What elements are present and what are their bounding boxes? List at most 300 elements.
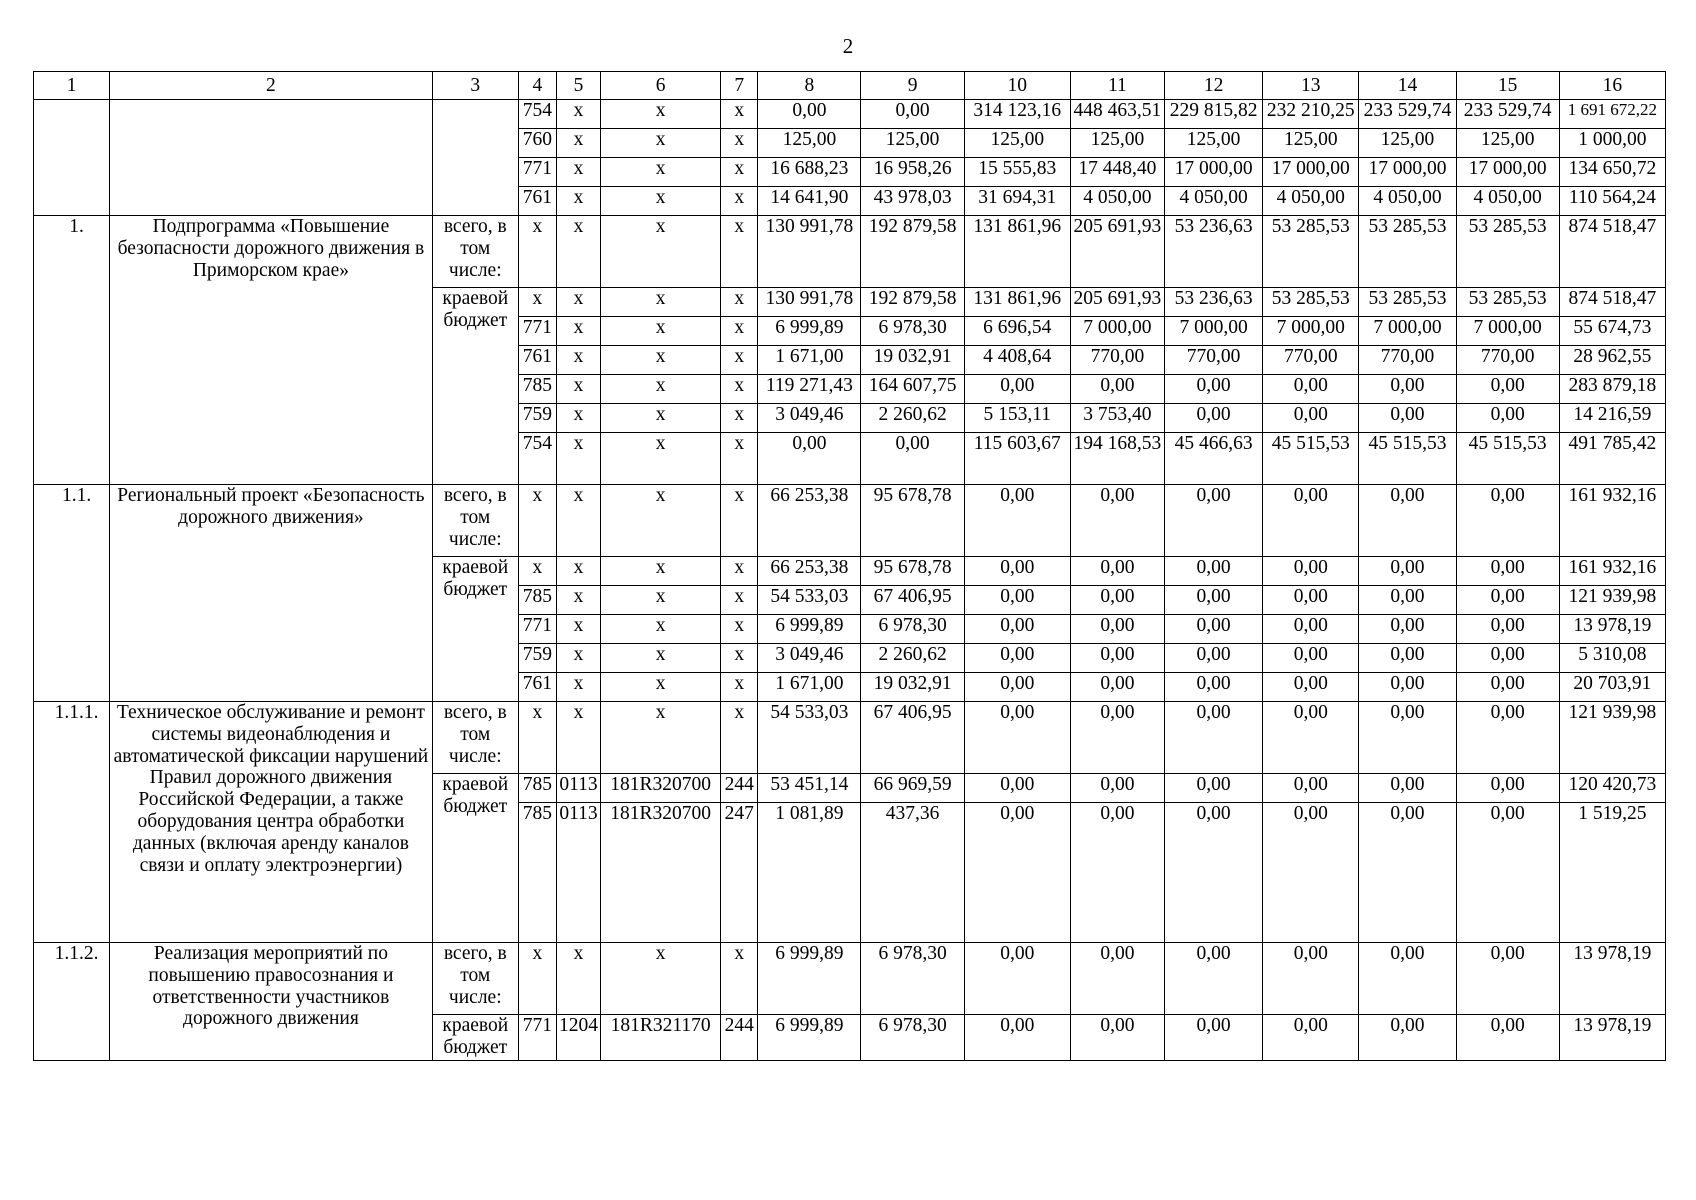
cell-admin-code: 760 [518, 129, 556, 158]
cell-value-col-10: 0,00 [964, 557, 1070, 586]
row-code [34, 100, 110, 216]
cell-value-col-15: 233 529,74 [1456, 100, 1559, 129]
cell-expense-type: x [721, 673, 758, 702]
cell-section-code: x [556, 288, 600, 317]
cell-admin-code: 785 [518, 803, 556, 943]
cell-value-col-8: 1 081,89 [758, 803, 861, 943]
cell-admin-code: 754 [518, 100, 556, 129]
cell-value-col-10: 0,00 [964, 702, 1070, 774]
cell-section-code: x [556, 404, 600, 433]
cell-target-article: x [601, 158, 721, 187]
cell-target-article: x [601, 317, 721, 346]
cell-value-col-13: 4 050,00 [1263, 187, 1359, 216]
total-label: всего, в том числе: [432, 943, 518, 1015]
cell-value-col-15: 0,00 [1456, 375, 1559, 404]
cell-admin-code: 761 [518, 187, 556, 216]
column-header-9: 9 [861, 72, 964, 100]
cell-value-col-11: 17 448,40 [1070, 158, 1164, 187]
cell-value-col-13: 125,00 [1263, 129, 1359, 158]
cell-value-col-8: 0,00 [758, 433, 861, 485]
cell-value-col-9: 6 978,30 [861, 1015, 964, 1061]
cell-section-code: 0113 [556, 774, 600, 803]
cell-value-col-12: 0,00 [1165, 485, 1263, 557]
cell-target-article: x [601, 216, 721, 288]
cell-admin-code: 785 [518, 774, 556, 803]
cell-value-col-14: 17 000,00 [1359, 158, 1456, 187]
row-code: 1.1.2. [34, 943, 110, 1061]
cell-section-code: x [556, 673, 600, 702]
table-header [34, 72, 1666, 100]
cell-value-col-11: 3 753,40 [1070, 404, 1164, 433]
cell-value-col-10: 0,00 [964, 375, 1070, 404]
cell-value-col-12: 17 000,00 [1165, 158, 1263, 187]
cell-value-col-14: 125,00 [1359, 129, 1456, 158]
column-header-7: 7 [721, 72, 758, 100]
cell-value-col-8: 6 999,89 [758, 615, 861, 644]
cell-section-code: 1204 [556, 1015, 600, 1061]
table-row [34, 100, 1666, 129]
cell-value-col-16: 14 216,59 [1559, 404, 1665, 433]
cell-value-col-8: 6 999,89 [758, 317, 861, 346]
cell-value-col-8: 53 451,14 [758, 774, 861, 803]
cell-value-col-15: 0,00 [1456, 557, 1559, 586]
cell-value-col-16: 121 939,98 [1559, 702, 1665, 774]
column-header-8: 8 [758, 72, 861, 100]
cell-value-col-13: 0,00 [1263, 774, 1359, 803]
cell-value-col-15: 0,00 [1456, 615, 1559, 644]
cell-value-col-12: 0,00 [1165, 673, 1263, 702]
cell-value-col-13: 45 515,53 [1263, 433, 1359, 485]
cell-target-article: 181R320700 [601, 803, 721, 943]
cell-value-col-12: 125,00 [1165, 129, 1263, 158]
cell-value-col-11: 125,00 [1070, 129, 1164, 158]
cell-value-col-13: 770,00 [1263, 346, 1359, 375]
cell-value-col-16: 13 978,19 [1559, 1015, 1665, 1061]
cell-value-col-16: 13 978,19 [1559, 615, 1665, 644]
cell-admin-code: x [518, 943, 556, 1015]
cell-value-col-10: 131 861,96 [964, 216, 1070, 288]
cell-section-code: x [556, 375, 600, 404]
cell-value-col-16: 28 962,55 [1559, 346, 1665, 375]
cell-expense-type: x [721, 158, 758, 187]
column-header-3: 3 [432, 72, 518, 100]
cell-value-col-11: 770,00 [1070, 346, 1164, 375]
cell-value-col-12: 0,00 [1165, 943, 1263, 1015]
cell-admin-code: x [518, 702, 556, 774]
cell-value-col-11: 0,00 [1070, 485, 1164, 557]
cell-target-article: x [601, 375, 721, 404]
total-row [34, 485, 1666, 557]
cell-value-col-12: 0,00 [1165, 404, 1263, 433]
cell-value-col-15: 53 285,53 [1456, 216, 1559, 288]
cell-value-col-9: 0,00 [861, 433, 964, 485]
cell-target-article: 181R321170 [601, 1015, 721, 1061]
cell-value-col-15: 0,00 [1456, 803, 1559, 943]
cell-value-col-10: 0,00 [964, 673, 1070, 702]
cell-value-col-13: 0,00 [1263, 702, 1359, 774]
cell-admin-code: 759 [518, 404, 556, 433]
cell-value-col-9: 19 032,91 [861, 346, 964, 375]
cell-value-col-16: 1 000,00 [1559, 129, 1665, 158]
cell-value-col-9: 95 678,78 [861, 485, 964, 557]
cell-value-col-14: 0,00 [1359, 586, 1456, 615]
cell-target-article: x [601, 129, 721, 158]
cell-value-col-8: 3 049,46 [758, 644, 861, 673]
cell-expense-type: x [721, 216, 758, 288]
column-header-14: 14 [1359, 72, 1456, 100]
row-code: 1.1.1. [34, 702, 110, 943]
cell-value-col-15: 7 000,00 [1456, 317, 1559, 346]
column-header-2: 2 [110, 72, 433, 100]
budget-label: краевой бюджет [432, 774, 518, 943]
budget-label: краевой бюджет [432, 557, 518, 702]
row-code: 1.1. [34, 485, 110, 702]
cell-expense-type: x [721, 586, 758, 615]
cell-value-col-8: 3 049,46 [758, 404, 861, 433]
cell-value-col-16: 161 932,16 [1559, 485, 1665, 557]
cell-target-article: 181R320700 [601, 774, 721, 803]
cell-value-col-10: 15 555,83 [964, 158, 1070, 187]
cell-value-col-15: 0,00 [1456, 586, 1559, 615]
cell-value-col-16: 874 518,47 [1559, 288, 1665, 317]
total-label: всего, в том числе: [432, 485, 518, 557]
cell-section-code: x [556, 100, 600, 129]
budget-table [33, 71, 1666, 1061]
cell-value-col-14: 0,00 [1359, 1015, 1456, 1061]
cell-section-code: x [556, 433, 600, 485]
cell-admin-code: 761 [518, 346, 556, 375]
cell-expense-type: x [721, 100, 758, 129]
column-header-13: 13 [1263, 72, 1359, 100]
cell-value-col-14: 0,00 [1359, 404, 1456, 433]
cell-value-col-15: 0,00 [1456, 673, 1559, 702]
cell-target-article: x [601, 557, 721, 586]
cell-value-col-13: 0,00 [1263, 485, 1359, 557]
cell-admin-code: 771 [518, 1015, 556, 1061]
cell-value-col-14: 0,00 [1359, 644, 1456, 673]
total-row [34, 216, 1666, 288]
cell-value-col-15: 0,00 [1456, 943, 1559, 1015]
cell-section-code: x [556, 216, 600, 288]
cell-value-col-10: 115 603,67 [964, 433, 1070, 485]
cell-expense-type: x [721, 129, 758, 158]
cell-expense-type: x [721, 557, 758, 586]
cell-expense-type: x [721, 433, 758, 485]
cell-expense-type: x [721, 346, 758, 375]
cell-target-article: x [601, 433, 721, 485]
cell-value-col-14: 0,00 [1359, 557, 1456, 586]
cell-value-col-15: 0,00 [1456, 702, 1559, 774]
column-header-16: 16 [1559, 72, 1665, 100]
row-name [110, 100, 433, 216]
cell-value-col-9: 67 406,95 [861, 702, 964, 774]
cell-admin-code: 759 [518, 644, 556, 673]
cell-value-col-16: 5 310,08 [1559, 644, 1665, 673]
cell-admin-code: 785 [518, 375, 556, 404]
cell-value-col-8: 14 641,90 [758, 187, 861, 216]
cell-value-col-12: 0,00 [1165, 586, 1263, 615]
cell-value-col-10: 0,00 [964, 485, 1070, 557]
cell-value-col-14: 770,00 [1359, 346, 1456, 375]
cell-expense-type: x [721, 375, 758, 404]
cell-value-col-16: 110 564,24 [1559, 187, 1665, 216]
cell-value-col-8: 0,00 [758, 100, 861, 129]
cell-target-article: x [601, 673, 721, 702]
cell-value-col-11: 0,00 [1070, 702, 1164, 774]
cell-value-col-8: 54 533,03 [758, 586, 861, 615]
cell-value-col-10: 5 153,11 [964, 404, 1070, 433]
cell-section-code: x [556, 129, 600, 158]
cell-value-col-9: 95 678,78 [861, 557, 964, 586]
cell-value-col-16: 55 674,73 [1559, 317, 1665, 346]
cell-admin-code: 754 [518, 433, 556, 485]
cell-section-code: x [556, 485, 600, 557]
cell-value-col-13: 0,00 [1263, 1015, 1359, 1061]
cell-target-article: x [601, 586, 721, 615]
cell-value-col-9: 6 978,30 [861, 943, 964, 1015]
cell-value-col-10: 4 408,64 [964, 346, 1070, 375]
cell-value-col-13: 232 210,25 [1263, 100, 1359, 129]
cell-value-col-12: 0,00 [1165, 615, 1263, 644]
cell-section-code: x [556, 346, 600, 375]
cell-target-article: x [601, 404, 721, 433]
cell-value-col-16: 121 939,98 [1559, 586, 1665, 615]
cell-value-col-11: 205 691,93 [1070, 216, 1164, 288]
cell-value-col-8: 6 999,89 [758, 943, 861, 1015]
cell-section-code: x [556, 317, 600, 346]
cell-expense-type: x [721, 288, 758, 317]
cell-value-col-12: 53 236,63 [1165, 216, 1263, 288]
cell-section-code: x [556, 943, 600, 1015]
total-label: всего, в том числе: [432, 702, 518, 774]
row-name: Реализация мероприятий по повышению правосознания и ответственности участников дорожного движения [110, 943, 433, 1061]
cell-value-col-11: 194 168,53 [1070, 433, 1164, 485]
cell-value-col-15: 53 285,53 [1456, 288, 1559, 317]
cell-value-col-8: 1 671,00 [758, 673, 861, 702]
cell-admin-code: 771 [518, 317, 556, 346]
cell-value-col-10: 0,00 [964, 644, 1070, 673]
cell-value-col-13: 0,00 [1263, 644, 1359, 673]
cell-value-col-14: 0,00 [1359, 803, 1456, 943]
cell-value-col-12: 53 236,63 [1165, 288, 1263, 317]
cell-value-col-10: 0,00 [964, 943, 1070, 1015]
cell-value-col-8: 119 271,43 [758, 375, 861, 404]
column-header-12: 12 [1165, 72, 1263, 100]
cell-target-article: x [601, 943, 721, 1015]
cell-value-col-13: 53 285,53 [1263, 216, 1359, 288]
cell-value-col-11: 0,00 [1070, 1015, 1164, 1061]
cell-value-col-13: 0,00 [1263, 615, 1359, 644]
cell-value-col-14: 0,00 [1359, 485, 1456, 557]
cell-value-col-11: 205 691,93 [1070, 288, 1164, 317]
cell-value-col-11: 4 050,00 [1070, 187, 1164, 216]
cell-expense-type: 244 [721, 1015, 758, 1061]
cell-value-col-16: 13 978,19 [1559, 943, 1665, 1015]
cell-target-article: x [601, 187, 721, 216]
total-row [34, 943, 1666, 1015]
cell-value-col-15: 45 515,53 [1456, 433, 1559, 485]
cell-value-col-13: 0,00 [1263, 943, 1359, 1015]
cell-value-col-15: 0,00 [1456, 404, 1559, 433]
cell-expense-type: x [721, 317, 758, 346]
cell-target-article: x [601, 100, 721, 129]
column-header-1: 1 [34, 72, 110, 100]
cell-expense-type: x [721, 615, 758, 644]
cell-section-code: x [556, 557, 600, 586]
cell-target-article: x [601, 644, 721, 673]
cell-value-col-14: 0,00 [1359, 774, 1456, 803]
column-header-15: 15 [1456, 72, 1559, 100]
cell-value-col-16: 491 785,42 [1559, 433, 1665, 485]
cell-value-col-14: 45 515,53 [1359, 433, 1456, 485]
cell-value-col-11: 448 463,51 [1070, 100, 1164, 129]
cell-value-col-14: 0,00 [1359, 673, 1456, 702]
cell-admin-code: x [518, 216, 556, 288]
cell-value-col-14: 7 000,00 [1359, 317, 1456, 346]
cell-value-col-13: 0,00 [1263, 375, 1359, 404]
cell-value-col-14: 0,00 [1359, 375, 1456, 404]
cell-target-article: x [601, 702, 721, 774]
cell-value-col-12: 45 466,63 [1165, 433, 1263, 485]
cell-value-col-15: 4 050,00 [1456, 187, 1559, 216]
cell-value-col-12: 0,00 [1165, 702, 1263, 774]
cell-expense-type: 244 [721, 774, 758, 803]
cell-section-code: x [556, 586, 600, 615]
cell-section-code: x [556, 158, 600, 187]
cell-value-col-15: 0,00 [1456, 644, 1559, 673]
cell-value-col-14: 0,00 [1359, 702, 1456, 774]
cell-value-col-9: 2 260,62 [861, 644, 964, 673]
cell-admin-code: x [518, 288, 556, 317]
cell-value-col-10: 131 861,96 [964, 288, 1070, 317]
cell-value-col-9: 43 978,03 [861, 187, 964, 216]
cell-expense-type: x [721, 187, 758, 216]
column-header-4: 4 [518, 72, 556, 100]
cell-value-col-9: 437,36 [861, 803, 964, 943]
cell-value-col-13: 0,00 [1263, 803, 1359, 943]
row-name: Техническое обслуживание и ремонт системы видеонаблюдения и автоматической фиксации нарушений Правил дорожного движения Российской Федерации, а также оборудования центра обработки данных (включая аренду каналов связи и оплату электроэнергии) [110, 702, 433, 943]
cell-admin-code: 771 [518, 615, 556, 644]
cell-value-col-11: 0,00 [1070, 673, 1164, 702]
cell-value-col-15: 0,00 [1456, 774, 1559, 803]
cell-value-col-13: 0,00 [1263, 673, 1359, 702]
cell-value-col-9: 66 969,59 [861, 774, 964, 803]
table-body [34, 100, 1666, 1061]
cell-target-article: x [601, 615, 721, 644]
cell-value-col-15: 125,00 [1456, 129, 1559, 158]
page-number: 2 [842, 34, 854, 58]
cell-value-col-16: 120 420,73 [1559, 774, 1665, 803]
cell-value-col-10: 0,00 [964, 1015, 1070, 1061]
cell-value-col-9: 192 879,58 [861, 288, 964, 317]
cell-value-col-11: 0,00 [1070, 375, 1164, 404]
cell-admin-code: x [518, 485, 556, 557]
cell-expense-type: x [721, 702, 758, 774]
cell-value-col-9: 67 406,95 [861, 586, 964, 615]
cell-value-col-15: 0,00 [1456, 1015, 1559, 1061]
cell-value-col-10: 314 123,16 [964, 100, 1070, 129]
cell-value-col-11: 0,00 [1070, 943, 1164, 1015]
cell-admin-code: 785 [518, 586, 556, 615]
column-header-5: 5 [556, 72, 600, 100]
cell-value-col-15: 0,00 [1456, 485, 1559, 557]
budget-label: краевой бюджет [432, 288, 518, 485]
cell-value-col-16: 1 519,25 [1559, 803, 1665, 943]
cell-value-col-15: 17 000,00 [1456, 158, 1559, 187]
cell-value-col-12: 0,00 [1165, 557, 1263, 586]
cell-section-code: x [556, 644, 600, 673]
row-name: Региональный проект «Безопасность дорожного движения» [110, 485, 433, 702]
cell-value-col-12: 0,00 [1165, 644, 1263, 673]
cell-value-col-11: 0,00 [1070, 644, 1164, 673]
cell-expense-type: x [721, 644, 758, 673]
cell-value-col-14: 53 285,53 [1359, 288, 1456, 317]
cell-value-col-14: 53 285,53 [1359, 216, 1456, 288]
cell-value-col-8: 130 991,78 [758, 288, 861, 317]
cell-value-col-12: 0,00 [1165, 774, 1263, 803]
cell-value-col-13: 17 000,00 [1263, 158, 1359, 187]
column-header-10: 10 [964, 72, 1070, 100]
cell-value-col-14: 0,00 [1359, 615, 1456, 644]
cell-value-col-16: 874 518,47 [1559, 216, 1665, 288]
cell-value-col-8: 16 688,23 [758, 158, 861, 187]
cell-target-article: x [601, 288, 721, 317]
cell-value-col-8: 54 533,03 [758, 702, 861, 774]
budget-label: краевой бюджет [432, 1015, 518, 1061]
total-row [34, 702, 1666, 774]
cell-value-col-13: 0,00 [1263, 586, 1359, 615]
cell-value-col-11: 0,00 [1070, 803, 1164, 943]
cell-value-col-11: 0,00 [1070, 615, 1164, 644]
cell-value-col-9: 16 958,26 [861, 158, 964, 187]
cell-value-col-10: 0,00 [964, 615, 1070, 644]
cell-value-col-12: 0,00 [1165, 803, 1263, 943]
cell-target-article: x [601, 346, 721, 375]
cell-admin-code: 771 [518, 158, 556, 187]
cell-value-col-16: 1 691 672,22 [1559, 100, 1665, 129]
cell-expense-type: x [721, 485, 758, 557]
cell-section-code: x [556, 702, 600, 774]
cell-value-col-8: 130 991,78 [758, 216, 861, 288]
cell-value-col-16: 161 932,16 [1559, 557, 1665, 586]
cell-value-col-8: 66 253,38 [758, 485, 861, 557]
cell-value-col-13: 0,00 [1263, 557, 1359, 586]
cell-value-col-9: 125,00 [861, 129, 964, 158]
cell-value-col-16: 134 650,72 [1559, 158, 1665, 187]
cell-value-col-13: 53 285,53 [1263, 288, 1359, 317]
cell-value-col-9: 6 978,30 [861, 317, 964, 346]
cell-value-col-14: 233 529,74 [1359, 100, 1456, 129]
cell-value-col-10: 0,00 [964, 586, 1070, 615]
cell-value-col-10: 31 694,31 [964, 187, 1070, 216]
cell-value-col-9: 192 879,58 [861, 216, 964, 288]
cell-value-col-16: 20 703,91 [1559, 673, 1665, 702]
cell-value-col-11: 0,00 [1070, 774, 1164, 803]
cell-value-col-9: 0,00 [861, 100, 964, 129]
cell-value-col-10: 125,00 [964, 129, 1070, 158]
cell-value-col-13: 7 000,00 [1263, 317, 1359, 346]
cell-value-col-10: 6 696,54 [964, 317, 1070, 346]
empty-source-cell [432, 100, 518, 216]
cell-value-col-8: 1 671,00 [758, 346, 861, 375]
column-header-11: 11 [1070, 72, 1164, 100]
cell-value-col-9: 6 978,30 [861, 615, 964, 644]
cell-value-col-9: 19 032,91 [861, 673, 964, 702]
cell-admin-code: 761 [518, 673, 556, 702]
cell-value-col-11: 0,00 [1070, 586, 1164, 615]
cell-value-col-8: 6 999,89 [758, 1015, 861, 1061]
cell-expense-type: x [721, 404, 758, 433]
